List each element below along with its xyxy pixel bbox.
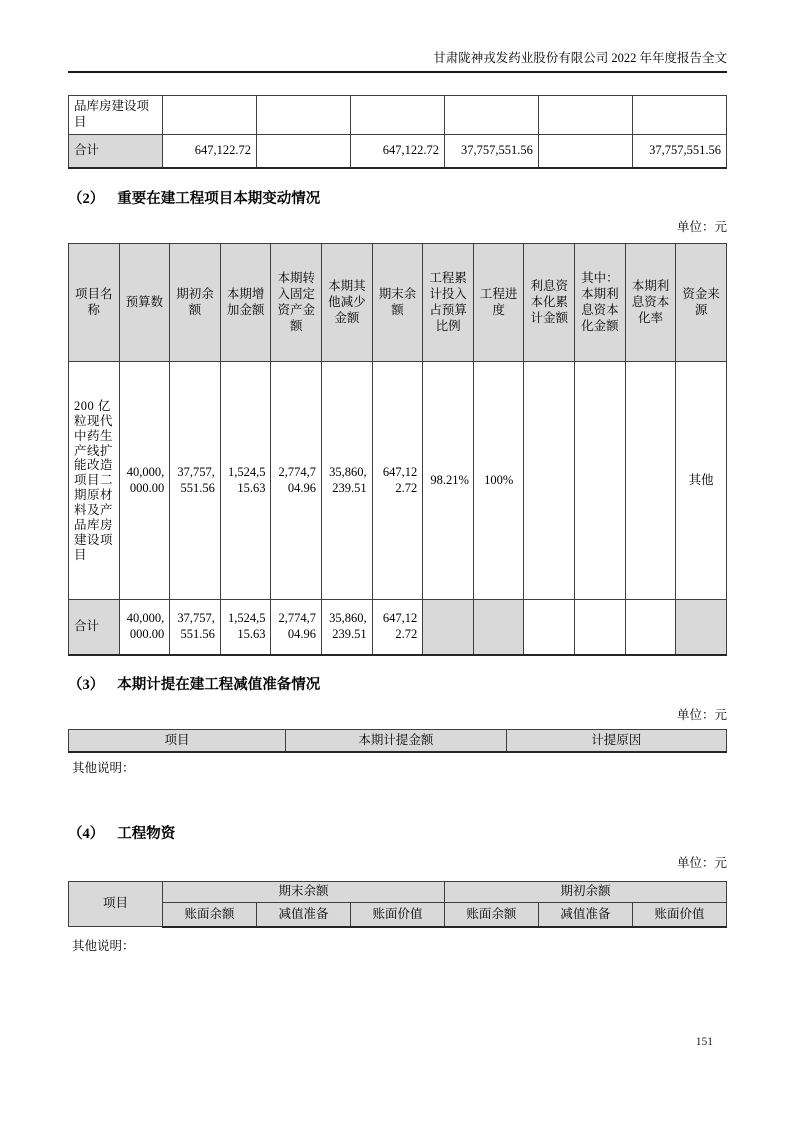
carryover-table <box>68 95 727 169</box>
column-header: 计提原因 <box>506 729 726 752</box>
column-header: 预算数 <box>119 244 170 362</box>
table-cell <box>538 96 632 135</box>
table-cell <box>444 96 538 135</box>
column-header: 项目名称 <box>69 244 120 362</box>
opening-balance-cell: 37,757,551.56 <box>170 362 221 600</box>
unit-label: 单位：元 <box>676 707 727 722</box>
page-header <box>68 50 727 73</box>
unit-label: 单位：元 <box>676 856 727 871</box>
invest-ratio-cell: 98.21% <box>423 362 474 600</box>
section2-heading <box>68 187 727 208</box>
section-title: 工程物资 <box>117 826 176 843</box>
invest-ratio-cell <box>423 600 474 655</box>
project-row <box>69 362 727 600</box>
column-header: 本期增加金额 <box>220 244 271 362</box>
construction-projects-table <box>68 243 727 656</box>
other-notes-label: 其他说明： <box>72 761 135 776</box>
table-cell <box>162 96 256 135</box>
column-header: 减值准备 <box>538 903 632 927</box>
table-cell: 647,122.72 <box>162 134 256 168</box>
page-number: 151 <box>695 1036 713 1048</box>
column-header: 本期转入固定资产金额 <box>271 244 322 362</box>
column-header: 本期计提金额 <box>286 729 506 752</box>
table-row <box>69 96 727 135</box>
column-header: 账面余额 <box>444 903 538 927</box>
interest-period-cell <box>575 600 626 655</box>
interest-rate-cell <box>625 600 676 655</box>
total-row <box>69 600 727 655</box>
other-notes-label: 其他说明： <box>72 938 135 953</box>
total-label-cell: 合计 <box>69 134 163 168</box>
column-header: 工程进度 <box>473 244 524 362</box>
interest-period-cell <box>575 362 626 600</box>
section3-heading <box>68 673 727 694</box>
table-cell <box>256 96 350 135</box>
engineering-materials-table <box>68 881 727 928</box>
column-header: 本期其他减少金额 <box>322 244 373 362</box>
total-label-cell: 合计 <box>69 600 120 655</box>
group-header-opening: 期初余额 <box>444 882 726 903</box>
budget-cell: 40,000,000.00 <box>119 362 170 600</box>
interest-cumulative-cell <box>524 362 575 600</box>
column-header: 账面余额 <box>162 903 256 927</box>
report-title: 甘肃陇神戎发药业股份有限公司 2022 年年度报告全文 <box>433 51 727 65</box>
page-content <box>68 0 727 954</box>
other-decrease-cell: 35,860,239.51 <box>322 362 373 600</box>
column-header: 项目 <box>69 882 163 927</box>
progress-cell <box>473 600 524 655</box>
interest-cumulative-cell <box>524 600 575 655</box>
interest-rate-cell <box>625 362 676 600</box>
header-row <box>69 882 727 903</box>
total-row <box>69 134 727 168</box>
fund-source-cell: 其他 <box>676 362 727 600</box>
column-header: 账面价值 <box>632 903 726 927</box>
fund-source-cell <box>676 600 727 655</box>
increase-cell: 1,524,515.63 <box>220 362 271 600</box>
column-header: 工程累计投入占预算比例 <box>423 244 474 362</box>
column-header: 利息资本化累计金额 <box>524 244 575 362</box>
column-header: 其中：本期利息资本化金额 <box>575 244 626 362</box>
section-number: （4） <box>68 826 105 843</box>
section-title: 重要在建工程项目本期变动情况 <box>117 191 321 208</box>
column-header: 期末余额 <box>372 244 423 362</box>
increase-cell: 1,524,515.63 <box>220 600 271 655</box>
header-row <box>69 244 727 362</box>
table-cell: 37,757,551.56 <box>632 134 726 168</box>
column-header: 本期利息资本化率 <box>625 244 676 362</box>
section4-heading <box>68 822 727 843</box>
section-title: 本期计提在建工程减值准备情况 <box>117 676 321 693</box>
table-cell <box>538 134 632 168</box>
table-cell <box>350 96 444 135</box>
column-header: 项目 <box>69 729 286 752</box>
table-cell <box>632 96 726 135</box>
table-cell: 647,122.72 <box>350 134 444 168</box>
header-row <box>69 729 727 752</box>
budget-cell: 40,000,000.00 <box>119 600 170 655</box>
opening-balance-cell: 37,757,551.56 <box>170 600 221 655</box>
closing-balance-cell: 647,122.72 <box>372 600 423 655</box>
closing-balance-cell: 647,122.72 <box>372 362 423 600</box>
column-header: 资金来源 <box>676 244 727 362</box>
section-number: （3） <box>68 676 105 693</box>
progress-cell: 100% <box>473 362 524 600</box>
transfer-cell: 2,774,704.96 <box>271 600 322 655</box>
column-header: 减值准备 <box>256 903 350 927</box>
section-number: （2） <box>68 191 105 208</box>
project-name-cell: 品库房建设项目 <box>69 96 163 135</box>
transfer-cell: 2,774,704.96 <box>271 362 322 600</box>
unit-label: 单位：元 <box>676 220 727 235</box>
column-header: 期初余额 <box>170 244 221 362</box>
table-cell <box>256 134 350 168</box>
impairment-provision-table <box>68 729 727 754</box>
group-header-closing: 期末余额 <box>162 882 444 903</box>
table-cell: 37,757,551.56 <box>444 134 538 168</box>
column-header: 账面价值 <box>350 903 444 927</box>
other-decrease-cell: 35,860,239.51 <box>322 600 373 655</box>
project-name-cell: 200 亿粒现代中药生产线扩能改造项目二期原材料及产品库房建设项目 <box>69 362 120 600</box>
subheader-row <box>69 903 727 927</box>
